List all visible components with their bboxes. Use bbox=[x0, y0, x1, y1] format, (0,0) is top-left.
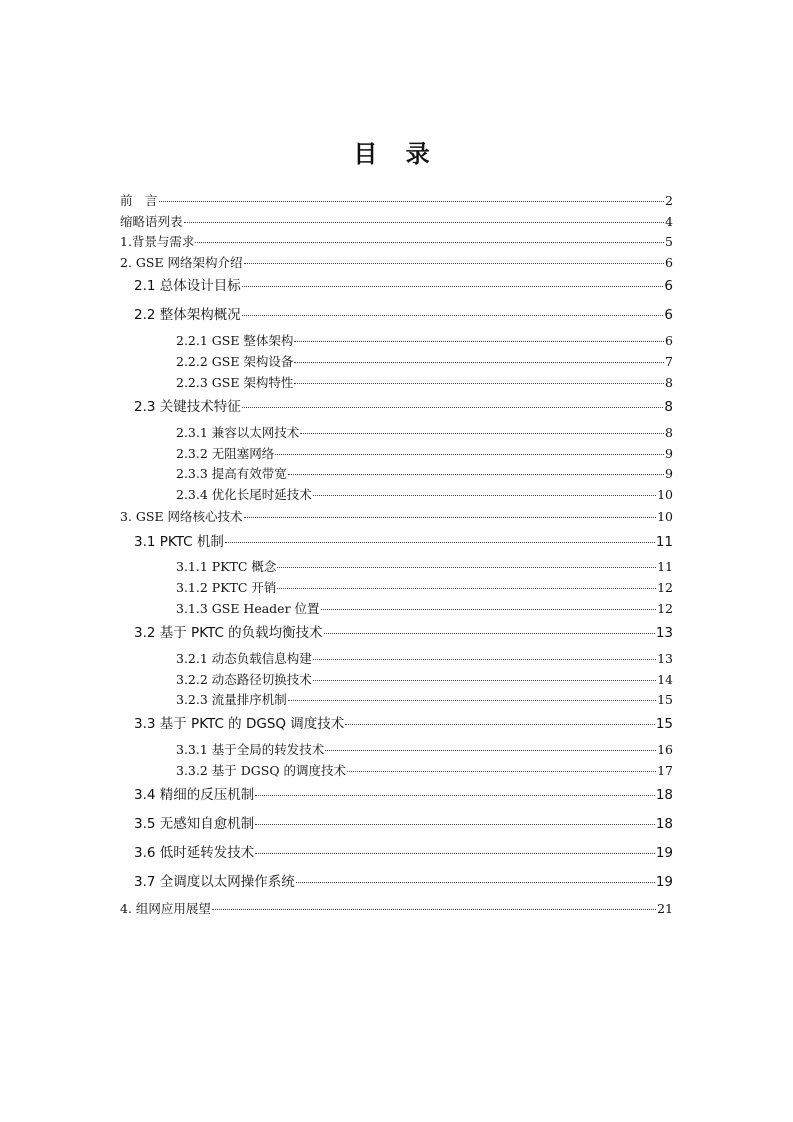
toc-entry-page: 5 bbox=[665, 234, 673, 249]
toc-leader-dots bbox=[255, 782, 655, 797]
toc-entry-page: 19 bbox=[655, 874, 673, 890]
toc-entry[interactable] bbox=[176, 464, 673, 482]
toc-entry-page: 4 bbox=[665, 214, 673, 229]
toc-entry[interactable] bbox=[120, 212, 673, 230]
toc-entry-page: 9 bbox=[665, 446, 673, 461]
toc-entry-page: 18 bbox=[655, 787, 673, 803]
toc-entry[interactable] bbox=[134, 395, 673, 415]
toc-entry[interactable] bbox=[134, 812, 673, 832]
toc-entry[interactable] bbox=[176, 761, 673, 779]
toc-entry-label: 2.3.1 兼容以太网技术 bbox=[176, 425, 300, 440]
toc-entry[interactable] bbox=[134, 530, 673, 550]
toc-entry-page: 8 bbox=[665, 425, 673, 440]
toc-entry-page: 18 bbox=[655, 816, 673, 832]
toc-entry-label: 2.3.3 提高有效带宽 bbox=[176, 466, 287, 481]
toc-entry-page: 13 bbox=[657, 651, 673, 666]
toc-leader-dots bbox=[294, 371, 664, 385]
toc-entry[interactable] bbox=[176, 444, 673, 462]
toc-leader-dots bbox=[288, 462, 664, 476]
toc-entry-label: 3.7 全调度以太网操作系统 bbox=[134, 874, 295, 890]
toc-entry-label: 3.2.1 动态负载信息构建 bbox=[176, 651, 312, 666]
toc-leader-dots bbox=[212, 897, 656, 911]
toc-entry-label: 2.2.1 GSE 整体架构 bbox=[176, 333, 294, 348]
toc-leader-dots bbox=[313, 483, 656, 497]
toc-entry-page: 12 bbox=[657, 601, 673, 616]
toc-entry-page: 12 bbox=[657, 580, 673, 595]
toc-entry-page: 15 bbox=[657, 692, 673, 707]
toc-entry-label: 3.3.1 基于全局的转发技术 bbox=[176, 742, 325, 757]
toc-entry[interactable] bbox=[134, 303, 673, 323]
toc-leader-dots bbox=[313, 668, 656, 682]
toc-entry-label: 前 言 bbox=[120, 193, 158, 208]
toc-leader-dots bbox=[242, 273, 664, 288]
toc-entry-label: 3. GSE 网络核心技术 bbox=[120, 509, 243, 524]
toc-entry[interactable] bbox=[120, 232, 673, 250]
toc-entry-page: 17 bbox=[657, 763, 673, 778]
toc-entry-label: 2. GSE 网络架构介绍 bbox=[120, 255, 243, 270]
toc-entry-label: 2.3 关键技术特征 bbox=[134, 399, 241, 415]
toc-entry[interactable] bbox=[176, 599, 673, 617]
toc-entry-label: 3.2.3 流量排序机制 bbox=[176, 692, 287, 707]
toc-entry-page: 15 bbox=[655, 716, 673, 732]
toc-entry[interactable] bbox=[176, 373, 673, 391]
toc-leader-dots bbox=[255, 811, 655, 826]
toc-leader-dots bbox=[288, 688, 656, 702]
toc-entry-page: 19 bbox=[655, 845, 673, 861]
toc-entry[interactable] bbox=[120, 253, 673, 271]
toc-leader-dots bbox=[242, 302, 664, 317]
toc-leader-dots bbox=[225, 529, 655, 544]
toc-entry-page: 9 bbox=[665, 466, 673, 481]
toc-entry[interactable] bbox=[176, 690, 673, 708]
toc-leader-dots bbox=[244, 251, 665, 265]
toc-entry[interactable] bbox=[120, 507, 673, 525]
toc-entry-label: 3.3.2 基于 DGSQ 的调度技术 bbox=[176, 763, 347, 778]
toc-entry[interactable] bbox=[176, 649, 673, 667]
toc-entry[interactable] bbox=[134, 621, 673, 641]
toc-leader-dots bbox=[324, 620, 655, 635]
toc-entry-page: 10 bbox=[657, 509, 673, 524]
toc-entry[interactable] bbox=[176, 670, 673, 688]
toc-entry[interactable] bbox=[176, 557, 673, 575]
toc-entry[interactable] bbox=[134, 712, 673, 732]
toc-entry[interactable] bbox=[176, 740, 673, 758]
toc-entry[interactable] bbox=[134, 841, 673, 861]
toc-leader-dots bbox=[325, 738, 656, 752]
toc-entry-page: 6 bbox=[664, 278, 673, 294]
toc-entry-label: 2.2.3 GSE 架构特性 bbox=[176, 375, 294, 390]
toc-entry-page: 8 bbox=[665, 375, 673, 390]
toc-entry-label: 3.6 低时延转发技术 bbox=[134, 845, 255, 861]
toc-entry-label: 3.2.2 动态路径切换技术 bbox=[176, 672, 312, 687]
toc-entry-label: 1.背景与需求 bbox=[120, 234, 195, 249]
toc-entry[interactable] bbox=[134, 870, 673, 890]
toc-leader-dots bbox=[300, 421, 664, 435]
toc-entry-page: 16 bbox=[657, 742, 673, 757]
toc-entry-label: 3.2 基于 PKTC 的负载均衡技术 bbox=[134, 625, 323, 641]
toc-entry-page: 7 bbox=[665, 354, 673, 369]
toc-entry[interactable] bbox=[176, 578, 673, 596]
toc-entry[interactable] bbox=[176, 331, 673, 349]
toc-entry-page: 11 bbox=[657, 559, 673, 574]
toc-entry-page: 6 bbox=[665, 333, 673, 348]
toc-entry-label: 缩略语列表 bbox=[120, 214, 183, 229]
toc-leader-dots bbox=[345, 711, 655, 726]
toc-entry[interactable] bbox=[120, 899, 673, 917]
toc-entry-page: 2 bbox=[665, 193, 673, 208]
toc-leader-dots bbox=[347, 759, 656, 773]
toc-leader-dots bbox=[159, 189, 665, 203]
toc-entry-page: 21 bbox=[657, 901, 673, 916]
toc-entry-label: 3.4 精细的反压机制 bbox=[134, 787, 255, 803]
toc-leader-dots bbox=[296, 869, 655, 884]
toc-entry-page: 10 bbox=[657, 487, 673, 502]
toc-leader-dots bbox=[195, 230, 664, 244]
toc-entry-page: 13 bbox=[655, 625, 673, 641]
toc-entry-label: 2.3.2 无阻塞网络 bbox=[176, 446, 275, 461]
toc-leader-dots bbox=[313, 647, 656, 661]
toc-entry-page: 6 bbox=[664, 307, 673, 323]
toc-entry-page: 14 bbox=[657, 672, 673, 687]
toc-leader-dots bbox=[275, 442, 664, 456]
toc-entry-label: 4. 组网应用展望 bbox=[120, 901, 211, 916]
toc-entry-label: 2.3.4 优化长尾时延技术 bbox=[176, 487, 312, 502]
toc-leader-dots bbox=[244, 505, 657, 519]
toc-entry-label: 3.3 基于 PKTC 的 DGSQ 调度技术 bbox=[134, 716, 345, 732]
toc-leader-dots bbox=[294, 329, 664, 343]
toc-entry[interactable] bbox=[176, 352, 673, 370]
toc-entry-page: 6 bbox=[665, 255, 673, 270]
toc-leader-dots bbox=[321, 597, 657, 611]
toc-entry-label: 3.1.2 PKTC 开销 bbox=[176, 580, 277, 595]
toc-entry-label: 2.2.2 GSE 架构设备 bbox=[176, 354, 294, 369]
toc-leader-dots bbox=[277, 576, 656, 590]
toc-leader-dots bbox=[184, 210, 665, 224]
toc-leader-dots bbox=[255, 840, 655, 855]
toc-entry-label: 3.1 PKTC 机制 bbox=[134, 534, 224, 550]
toc-leader-dots bbox=[294, 350, 664, 364]
toc-entry[interactable] bbox=[134, 274, 673, 294]
toc-entry[interactable] bbox=[176, 485, 673, 503]
toc-entry-page: 8 bbox=[664, 399, 673, 415]
toc-entry[interactable] bbox=[134, 783, 673, 803]
toc-entry-label: 2.2 整体架构概况 bbox=[134, 307, 241, 323]
toc-entry-label: 3.5 无感知自愈机制 bbox=[134, 816, 255, 832]
toc-entry-label: 3.1.3 GSE Header 位置 bbox=[176, 601, 320, 616]
toc-entry[interactable] bbox=[120, 191, 673, 209]
toc-entry[interactable] bbox=[176, 423, 673, 441]
toc-entry-label: 2.1 总体设计目标 bbox=[134, 278, 241, 294]
toc-leader-dots bbox=[277, 555, 656, 569]
toc-entry-label: 3.1.1 PKTC 概念 bbox=[176, 559, 277, 574]
toc-leader-dots bbox=[242, 394, 664, 409]
toc-title: 目 录 bbox=[353, 139, 440, 168]
toc-entry-page: 11 bbox=[655, 534, 673, 550]
